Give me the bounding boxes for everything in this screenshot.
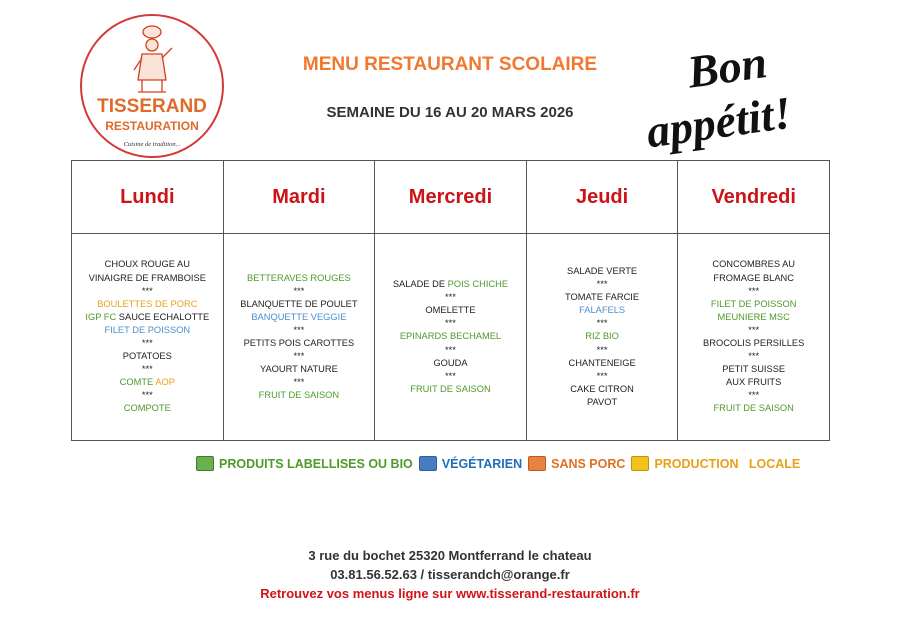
day-menu-vendredi — [678, 234, 830, 441]
day-header-row — [72, 161, 830, 234]
menu-item-text: AUX FRUITS — [726, 377, 782, 388]
menu-item-text: CHANTENEIGE — [568, 357, 636, 368]
menu-line — [531, 396, 674, 409]
menu-item-text: MEUNIERE MSC — [717, 311, 790, 322]
menu-line — [76, 376, 219, 389]
menu-line — [682, 350, 825, 363]
menu-line — [228, 272, 371, 285]
menu-line — [228, 337, 371, 350]
menu-item-text: FALAFELS — [579, 305, 626, 316]
menu-line — [531, 330, 674, 343]
day-header-vendredi: Vendredi — [678, 161, 830, 234]
course-separator: *** — [748, 390, 760, 401]
menu-line — [76, 298, 219, 311]
green-swatch-icon — [196, 456, 214, 471]
menu-line — [228, 324, 371, 337]
menu-item-text: SALADE VERTE — [567, 265, 638, 276]
menu-line — [76, 350, 219, 363]
course-separator: *** — [141, 390, 153, 401]
course-separator: *** — [445, 370, 456, 381]
menu-item-text: CAKE CITRON — [570, 383, 634, 394]
menu-item-text: OMELETTE — [425, 305, 476, 316]
menu-line — [379, 383, 522, 396]
menu-line — [379, 291, 522, 304]
footer-website: Retrouvez vos menus ligne sur www.tisserand-restauration.fr — [260, 586, 640, 601]
legend-no-pork: SANS PORC — [551, 456, 626, 471]
menu-line — [531, 291, 674, 304]
menu-item-text: FRUIT DE SAISON — [713, 403, 794, 414]
page-subtitle: SEMAINE DU 16 AU 20 MARS 2026 — [326, 104, 574, 121]
menu-line — [531, 317, 674, 330]
menu-line — [76, 363, 219, 376]
tisserand-logo — [78, 12, 226, 160]
course-separator: *** — [293, 324, 305, 335]
bon-text: Bon — [684, 36, 770, 98]
menu-line — [379, 330, 522, 343]
course-separator: *** — [445, 292, 456, 303]
course-separator: *** — [748, 351, 760, 362]
menu-item-text: PETITS POIS CAROTTES — [243, 338, 355, 348]
course-separator: *** — [748, 324, 760, 335]
yellow-swatch-icon — [631, 456, 649, 471]
menu-line — [682, 363, 825, 376]
menu-line — [379, 304, 522, 317]
menu-item-text: FILET DE POISSON — [710, 298, 797, 309]
logo-sub: RESTAURATION — [105, 119, 199, 133]
menu-line — [76, 402, 219, 415]
menu-line — [76, 285, 219, 298]
menu-item-text: COMPOTE — [123, 403, 171, 414]
appetit-text: appétit! — [643, 86, 795, 158]
menu-item-text: SAUCE ECHALOTTE — [116, 311, 210, 322]
menu-line — [379, 344, 522, 357]
menu-line — [228, 363, 371, 376]
course-separator: *** — [596, 344, 608, 355]
menu-line — [531, 344, 674, 357]
menu-line — [682, 376, 825, 389]
course-separator: *** — [141, 285, 153, 296]
day-header-jeudi: Jeudi — [526, 161, 678, 234]
day-menu-mercredi — [375, 234, 527, 441]
menu-item-text: POTATOES — [122, 351, 172, 362]
menu-line — [682, 311, 825, 324]
menu-line — [682, 258, 825, 271]
footer — [150, 546, 750, 603]
day-header-mardi: Mardi — [223, 161, 375, 234]
menu-line — [228, 376, 371, 389]
menu-line — [228, 350, 371, 363]
menu-line — [682, 324, 825, 337]
legend-labelled: PRODUITS LABELLISES OU BIO — [219, 456, 413, 471]
day-header-mercredi: Mercredi — [375, 161, 527, 234]
menu-line — [228, 285, 371, 298]
menu-item-text: BLANQUETTE DE POULET — [240, 298, 358, 309]
menu-item-text: CHOUX ROUGE AU — [104, 259, 190, 270]
menu-line — [76, 311, 219, 324]
menu-line — [76, 272, 219, 285]
menu-line — [682, 272, 825, 285]
menu-line — [531, 383, 674, 396]
menu-line — [228, 389, 371, 402]
bon-appetit-lettering — [640, 30, 830, 160]
menu-item-text: VINAIGRE DE FRAMBOISE — [88, 272, 206, 283]
course-separator: *** — [293, 285, 305, 296]
menu-line — [76, 337, 219, 350]
legend-local: PRODUCTION LOCALE — [654, 456, 801, 471]
orange-swatch-icon — [528, 456, 546, 471]
menu-line — [379, 317, 522, 330]
menu-line — [379, 370, 522, 383]
menu-line — [228, 311, 371, 324]
course-separator: *** — [293, 377, 305, 388]
course-separator: *** — [141, 364, 153, 375]
course-separator: *** — [596, 318, 608, 329]
menu-line — [682, 402, 825, 415]
course-separator: *** — [141, 338, 153, 348]
legend-vegetarian: VÉGÉTARIEN — [441, 456, 523, 471]
day-menu-lundi — [72, 234, 224, 441]
legend — [190, 456, 800, 471]
menu-item-text: GOUDA — [433, 357, 468, 368]
menu-item-text: FRUIT DE SAISON — [410, 383, 491, 394]
menu-line — [531, 357, 674, 370]
day-menu-jeudi — [526, 234, 678, 441]
menu-line — [379, 357, 522, 370]
course-separator: *** — [293, 351, 305, 362]
menu-line — [379, 278, 522, 291]
menu-item-text: IGP FC — [85, 311, 117, 322]
logo-name: TISSERAND — [97, 96, 207, 117]
day-menu-mardi — [223, 234, 375, 441]
menu-line — [531, 370, 674, 383]
menu-item-text: BANQUETTE VEGGIE — [251, 311, 347, 322]
menu-item-text: CONCOMBRES AU — [712, 259, 796, 270]
menu-line — [682, 298, 825, 311]
day-header-lundi: Lundi — [72, 161, 224, 234]
menu-line — [76, 389, 219, 402]
menu-item-text: YAOURT NATURE — [259, 364, 338, 375]
footer-contact: 03.81.56.52.63 / tisserandch@orange.fr — [330, 567, 570, 582]
menu-item-text: PETIT SUISSE — [722, 364, 786, 375]
menu-line — [76, 324, 219, 337]
weekly-menu-table — [71, 160, 830, 441]
logo-emblem — [78, 12, 226, 160]
menu-line — [682, 285, 825, 298]
menu-item-text: BOULETTES DE PORC — [97, 298, 198, 309]
menu-item-text: RIZ BIO — [585, 331, 619, 342]
menu-line — [531, 265, 674, 278]
menu-item-text: BROCOLIS PERSILLES — [703, 338, 805, 348]
menu-line — [531, 278, 674, 291]
footer-address: 3 rue du bochet 25320 Montferrand le chateau — [308, 548, 592, 563]
course-separator: *** — [748, 285, 760, 296]
menu-line — [531, 304, 674, 317]
menu-item-text: SALADE DE — [392, 279, 448, 290]
menu-line — [76, 258, 219, 271]
menu-item-text: TOMATE FARCIE — [565, 292, 640, 303]
course-separator: *** — [445, 344, 456, 355]
menu-item-text: BETTERAVES ROUGES — [247, 272, 351, 283]
menu-item-text: FILET DE POISSON — [104, 324, 191, 335]
menu-item-text: FRUIT DE SAISON — [258, 390, 340, 401]
menu-item-text: FROMAGE BLANC — [713, 272, 794, 283]
page-title: MENU RESTAURANT SCOLAIRE — [302, 54, 598, 75]
course-separator: *** — [596, 370, 608, 381]
menu-line — [228, 298, 371, 311]
menu-line — [682, 389, 825, 402]
blue-swatch-icon — [419, 456, 437, 471]
menu-item-text: PAVOT — [587, 396, 618, 407]
menu-item-text: EPINARDS BECHAMEL — [399, 331, 502, 342]
menu-item-text: COMTE — [119, 377, 154, 388]
day-menu-row — [72, 234, 830, 441]
course-separator: *** — [596, 279, 608, 290]
menu-item-text: POIS CHICHE — [447, 279, 509, 290]
menu-item-text: AOP — [153, 377, 175, 388]
menu-line — [682, 337, 825, 350]
logo-tagline: Cuisine de tradition... — [123, 141, 181, 148]
course-separator: *** — [445, 318, 456, 329]
